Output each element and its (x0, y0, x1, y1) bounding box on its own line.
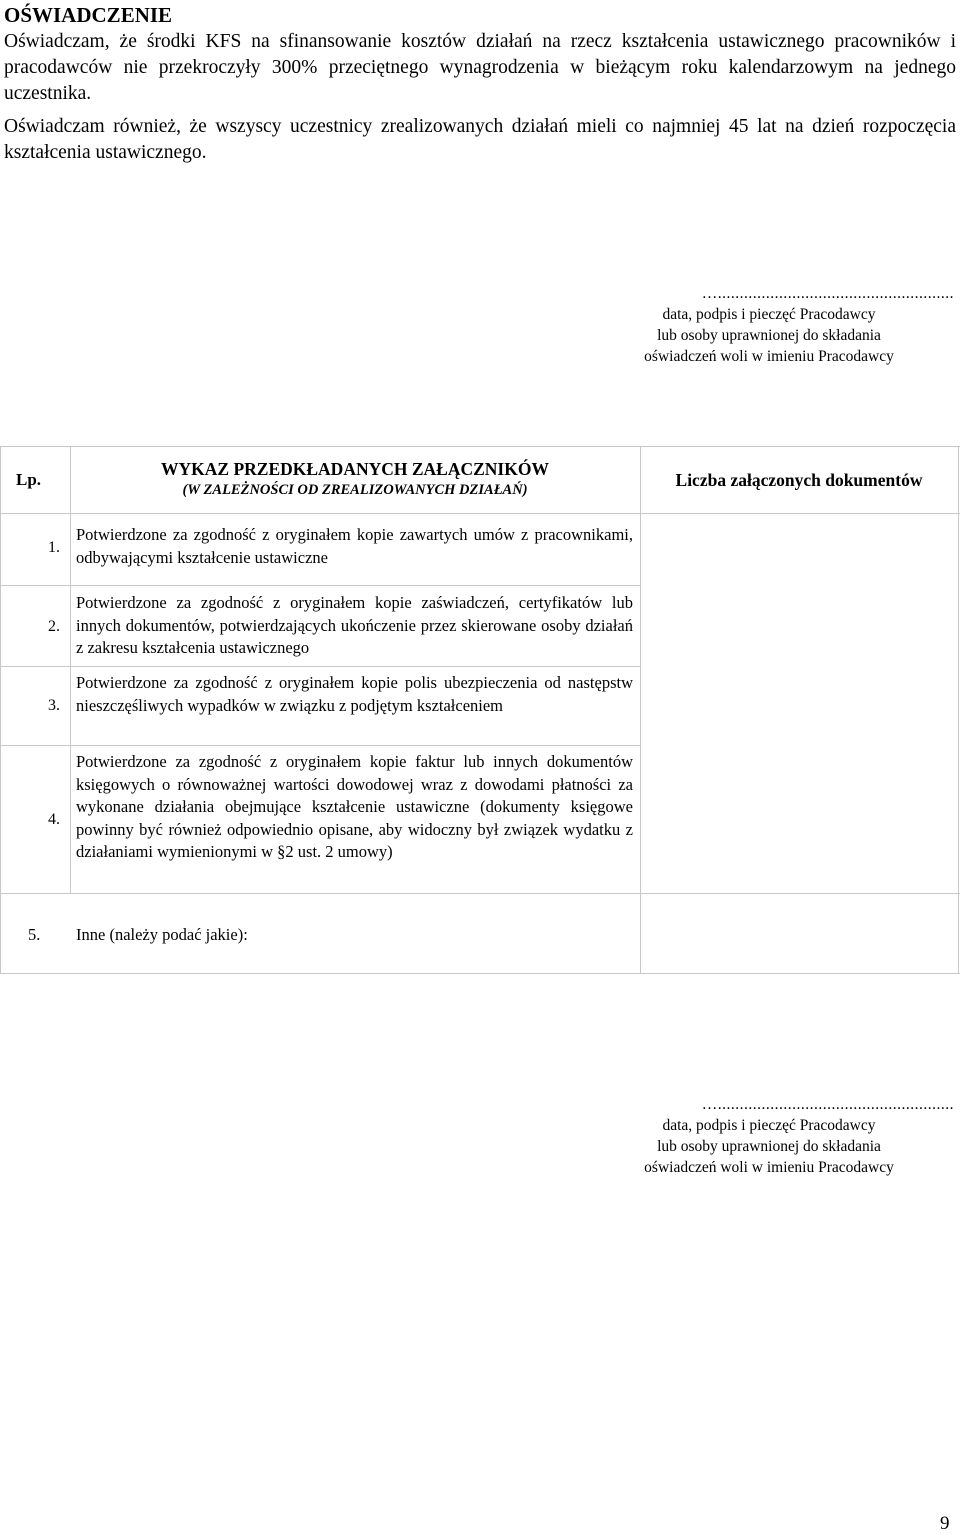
row-4-number: 4. (48, 811, 60, 828)
signature-caption-line-1: data, podpis i pieczęć Pracodawcy (662, 306, 876, 323)
table-header-title: WYKAZ PRZEDKŁADANYCH ZAŁĄCZNIKÓW (161, 459, 549, 479)
page-number: 9 (940, 1513, 950, 1534)
signature-block-2 (580, 1094, 958, 1178)
declaration-paragraph-2: Oświadczam również, że wszyscy uczestnicy zrealizowanych działań mieli co najmniej 45 lat na dzień rozpoczęcia kształcenia ustawicznego. (4, 116, 956, 163)
row-1-description: Potwierdzone za zgodność z oryginałem kopie zawartych umów z pracownikami, odbywającymi kształcenie ustawiczne (76, 525, 633, 567)
table-header-subtitle: (W ZALEŻNOŚCI OD ZREALIZOWANYCH DZIAŁAŃ) (182, 482, 528, 498)
row-3-description: Potwierdzone za zgodność z oryginałem kopie polis ubezpieczenia od następstw nieszczęśliwych wypadków w związku z podjętym kształceniem (76, 673, 633, 715)
signature-caption-line-3: oświadczeń woli w imieniu Pracodawcy (644, 348, 894, 365)
signature-dots: …...................................................... (701, 1096, 954, 1113)
row-5-label: Inne (należy podać jakie): (76, 925, 248, 944)
signature-block-1 (580, 283, 958, 367)
signature-caption-line-2: lub osoby uprawnionej do składania (657, 1138, 881, 1155)
signature-caption-line-2: lub osoby uprawnionej do składania (657, 327, 881, 344)
signature-caption-line-3: oświadczeń woli w imieniu Pracodawcy (644, 1159, 894, 1176)
declaration-title: OŚWIADCZENIE (4, 3, 173, 27)
declaration-paragraph-1: Oświadczam, że środki KFS na sfinansowanie kosztów działań na rzecz kształcenia ustawicznego pracowników i pracodawców nie przekroczyły 300% przeciętnego wynagrodzenia w bieżącym roku kalendarzowym na jednego uczestnika. (4, 31, 956, 104)
row-3-number: 3. (48, 697, 60, 714)
signature-caption-line-1: data, podpis i pieczęć Pracodawcy (662, 1117, 876, 1134)
row-1-number: 1. (48, 539, 60, 556)
row-5-other (28, 924, 248, 946)
row-4-description: Potwierdzone za zgodność z oryginałem kopie faktur lub innych dokumentów księgowych o równoważnej wartości dowodowej wraz z dowodami płatności za wykonane działania obejmujące kształcenie ustawiczne (dokumenty księgowe powinny być również odpowiednio opisane, aby widoczny był związek wydatku z działaniami wymienionymi w §2 ust. 2 umowy) (76, 752, 633, 861)
row-2-number: 2. (48, 618, 60, 635)
table-header-count: Liczba załączonych dokumentów (675, 470, 923, 490)
signature-dots: …...................................................... (701, 285, 954, 302)
table-header-lp: Lp. (16, 470, 42, 489)
row-2-description: Potwierdzone za zgodność z oryginałem kopie zaświadczeń, certyfikatów lub innych dokumentów, potwierdzających ukończenie przez skierowane osoby działań z zakresu kształcenia ustawicznego (76, 593, 633, 657)
row-5-number: 5. (28, 925, 41, 944)
